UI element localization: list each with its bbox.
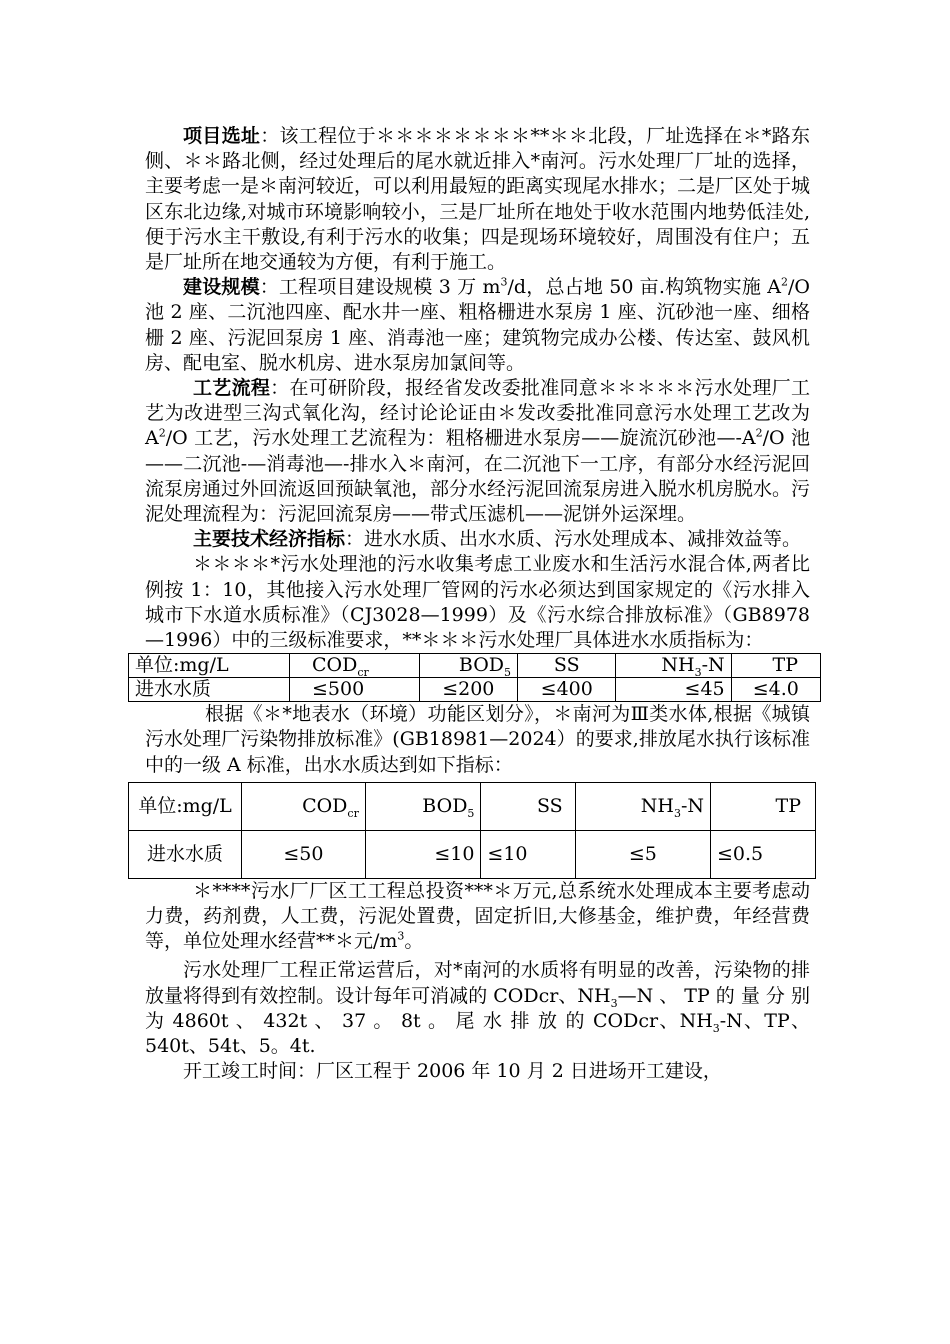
paragraph-investment-cost: ＊****污水厂厂区工工程总投资***＊万元,总系统水处理成本主要考虑动力费，药剂费，人工费，污泥处置费，固定折旧,大修基金，维护费，年经营费等，单位处理水经营**＊元$/m^3$。 bbox=[145, 879, 810, 953]
effluent-quality-table bbox=[128, 782, 816, 879]
table-header-cell: 单位:mg/L bbox=[129, 654, 290, 678]
table-header-cell: $COD_{cr}$ bbox=[242, 782, 366, 830]
table-cell: ≤4.0 bbox=[731, 678, 820, 702]
table-header-row bbox=[129, 782, 816, 830]
heading-process-flow: 工艺流程 bbox=[193, 377, 271, 400]
table-cell: ≤400 bbox=[518, 678, 616, 702]
table-header-cell: $NH_3-N$ bbox=[575, 782, 710, 830]
heading-site-selection: 项目选址 bbox=[183, 125, 261, 147]
paragraph-influent-intro: ＊＊＊＊*污水处理池的污水收集考虑工业废水和生活污水混合体,两者比例按 1：10，其他接入污水处理厂管网的污水必须达到国家规定的《污水排入城市下水道水质标准》（CJ3028—1999）及《污水综合排放标准》（GB8978—1996）中的三级标准要求，**＊＊＊污水处理厂具体进水水质指标为： bbox=[145, 553, 810, 652]
table-header-cell: $BOD_5$ bbox=[365, 782, 481, 830]
influent-quality-table bbox=[128, 653, 821, 702]
table-cell: 进水水质 bbox=[129, 830, 242, 878]
paragraph-construction-scale: 建设规模：工程项目建设规模 3 万 $m^3/d$，总占地 50 亩.构筑物实施 $A^2/O$ 池 2 座、二沉池四座、配水井一座、粗格栅进水泵房 1 座、沉砂池一座、细格栅 2 座、污泥回泵房 1 座、消毒池一座；建筑物完成办公楼、传达室、鼓风机房、配电室、脱水机房、进水泵房加氯间等。 bbox=[145, 275, 810, 374]
table-header-cell: $COD_{cr}$ bbox=[290, 654, 420, 678]
paragraph-construction-dates: 开工竣工时间：厂区工程于 2006 年 10 月 2 日进场开工建设， bbox=[183, 1060, 722, 1083]
table-cell: ≤45 bbox=[616, 678, 731, 702]
table-header-cell: $NH_3-N$ bbox=[616, 654, 731, 678]
document-body bbox=[135, 124, 811, 1085]
table-cell: ≤10 bbox=[365, 830, 481, 878]
table-cell: ≤0.5 bbox=[711, 830, 816, 878]
table-row bbox=[129, 678, 821, 702]
table-header-cell: TP bbox=[731, 654, 820, 678]
table-row bbox=[129, 830, 816, 878]
table-cell: ≤50 bbox=[242, 830, 366, 878]
paragraph-effluent-intro: 根据《＊*地表水（环境）功能区划分》，＊南河为Ⅲ类水体,根据《城镇污水处理厂污染物排放标准》(GB18981—2024）的要求,排放尾水执行该标准中的一级 A 标准，出水水质达到如下指标： bbox=[145, 703, 810, 776]
paragraph-process-flow: 工艺流程：在可研阶段，报经省发改委批准同意＊＊＊＊＊污水处理厂工艺为改进型三沟式氧化沟，经讨论论证由＊发改委批准同意污水处理工艺改为 $A^2/O$ 工艺，污水处理工艺流程为：粗格栅进水泵房——旋流沉砂池$—-A^2/O$ 池——二沉池-—消毒池—-排水入＊南河，在二沉池下一工序，有部分水经污泥回流泵房通过外回流返回预缺氧池，部分水经污泥回流泵房进入脱水机房脱水。污泥处理流程为：污泥回流泵房——带式压滤机——泥饼外运深埋。 bbox=[145, 377, 811, 526]
paragraph-emission-reduction: 污水处理厂工程正常运营后，对*南河的水质将有明显的改善，污染物的排放量将得到有效控制。设计每年可消减的 CODcr、$NH_3—N$ 、 TP 的 量 分 别 为 4860t 、 432t 、 37 。 8t 。 尾 水 排 放 的 CODcr、$NH_3-N$、TP、540t、54t、5。4t. bbox=[145, 959, 810, 1058]
table-header-cell: SS bbox=[481, 782, 575, 830]
table-header-cell: SS bbox=[518, 654, 616, 678]
table-header-cell: $BOD_5$ bbox=[419, 654, 517, 678]
table-cell: ≤200 bbox=[419, 678, 517, 702]
paragraph-key-indicators: 主要技术经济指标：进水水质、出水水质、污水处理成本、减排效益等。 bbox=[193, 528, 802, 551]
text-site-selection: 该工程位于＊＊＊＊＊＊＊＊**＊＊北段，厂址选择在＊*路东侧、＊＊路北侧，经过处理后的尾水就近排入*南河。污水处理厂厂址的选择，主要考虑一是＊南河较近，可以利用最短的距离实现尾水排水；二是厂区处于城区东北边缘,对城市环境影响较小，三是厂址所在地处于收水范围内地势低洼处,便于污水主干敷设,有利于污水的收集；四是现场环境较好，周围没有住户；五是厂址所在地交通较为方便，有利于施工。 bbox=[145, 125, 811, 274]
heading-construction-scale: 建设规模 bbox=[183, 276, 260, 299]
heading-key-indicators: 主要技术经济指标 bbox=[193, 528, 346, 551]
table-cell: ≤10 bbox=[481, 830, 575, 878]
table-header-cell: TP bbox=[711, 782, 816, 830]
table-header-cell: 单位:mg/L bbox=[129, 782, 242, 830]
paragraph-site-selection: 项目选址：该工程位于＊＊＊＊＊＊＊＊**＊＊北段，厂址选择在＊*路东侧、＊＊路北侧，经过处理后的尾水就近排入*南河。污水处理厂厂址的选择，主要考虑一是＊南河较近，可以利用最短的距离实现尾水排水；二是厂区处于城区东北边缘,对城市环境影响较小，三是厂址所在地处于收水范围内地势低洼处,便于污水主干敷设,有利于污水的收集；四是现场环境较好，周围没有住户；五是厂址所在地交通较为方便，有利于施工。 bbox=[145, 125, 811, 274]
table-header-row bbox=[129, 654, 821, 678]
table-cell: ≤500 bbox=[290, 678, 420, 702]
table-cell: ≤5 bbox=[575, 830, 710, 878]
table-cell: 进水水质 bbox=[129, 678, 290, 702]
